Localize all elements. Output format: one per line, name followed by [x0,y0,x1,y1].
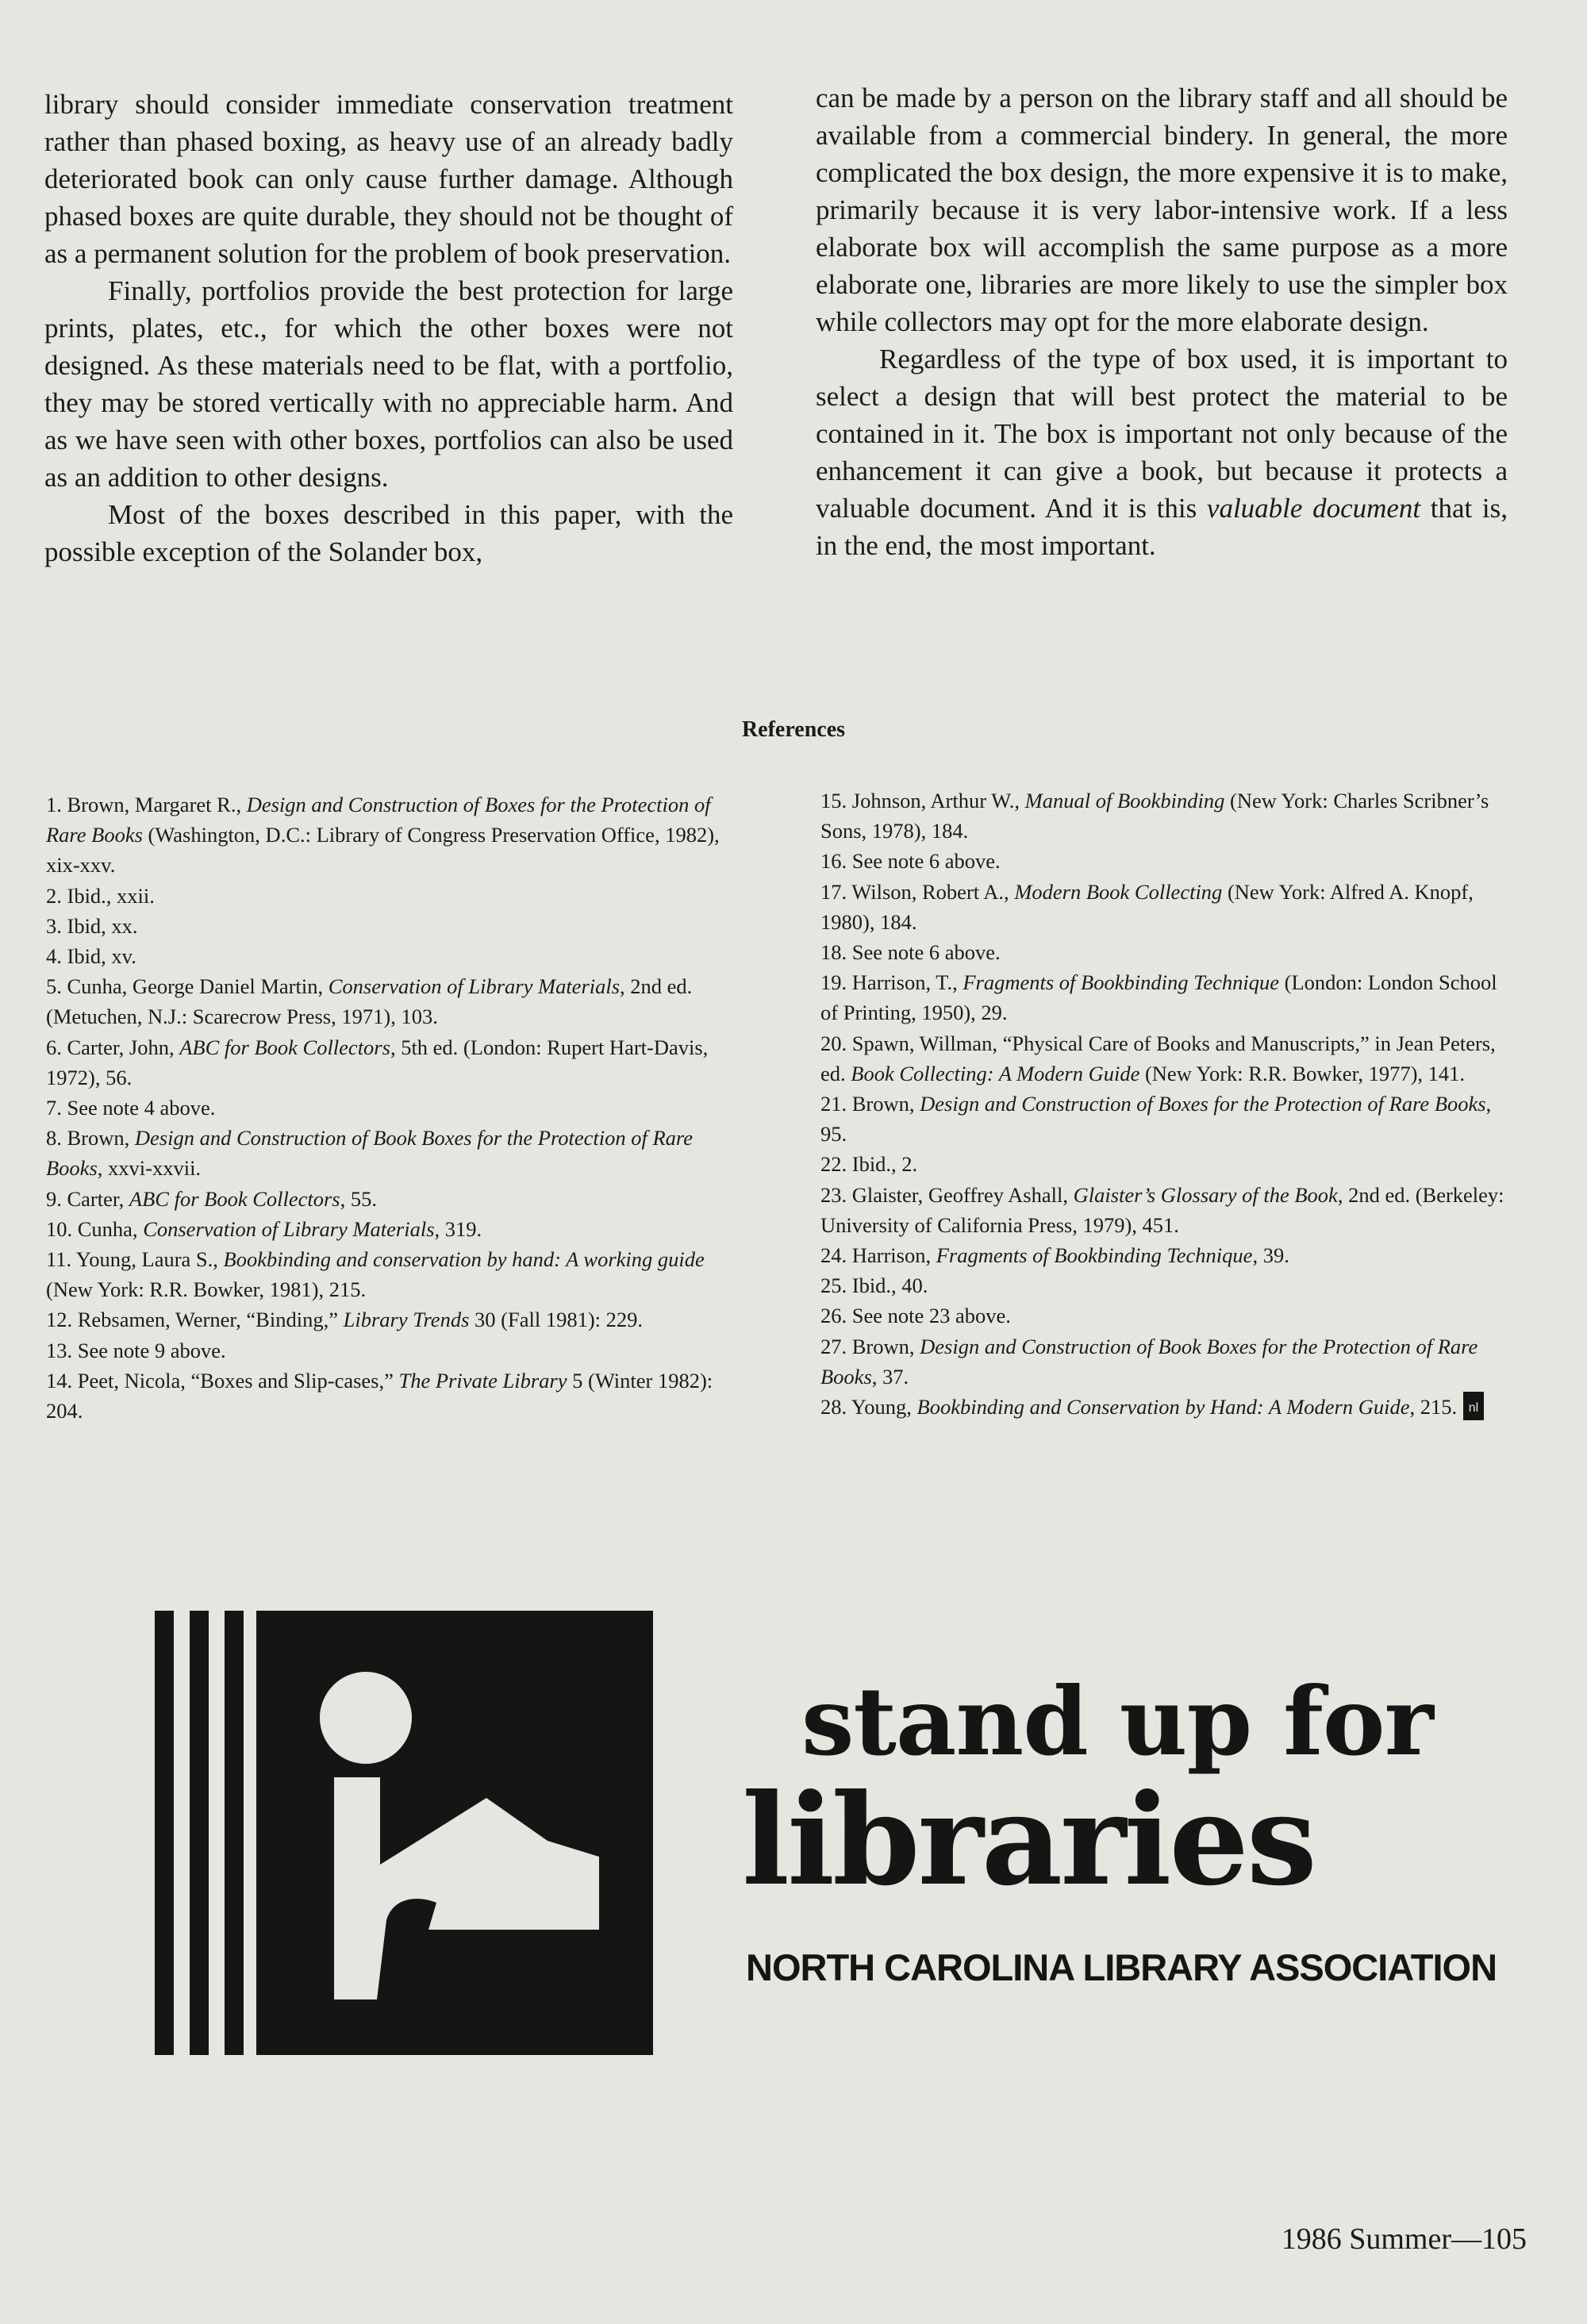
reference-item: 11. Young, Laura S., Bookbinding and conservation by hand: A working guide (New York: R.R. Bowker, 1981), 215. [46,1247,705,1302]
reference-title: Manual of Bookbinding [1024,789,1225,812]
reference-item: 6. Carter, John, ABC for Book Collectors, 5th ed. (London: Rupert Hart-Davis, 1972), 56. [46,1035,709,1089]
reference-title: Bookbinding and conservation by hand: A working guide [223,1247,705,1272]
slogan-line-1: stand up for [801,1666,1433,1777]
reference-title: Conservation of Library Materials [143,1216,435,1241]
emphasis-text: valuable document [1206,493,1421,524]
reference-item: 9. Carter, ABC for Book Collectors, 55. [46,1186,377,1211]
reference-item: 16. See note 6 above. [820,849,1001,874]
association-name: NORTH CAROLINA LIBRARY ASSOCIATION [746,1946,1497,1988]
references-heading: References [741,717,846,742]
article-column-left [44,86,733,570]
reference-item: 25. Ibid., 40. [820,1273,928,1298]
paragraph: can be made by a person on the library staff and all should be available from a commercial bindery. In general, the more complicated the box design, the more expensive it is to make, primarily because it is very labor-intensive work. If a less elaborate box will accomplish the same purpose as a more elaborate one, libraries are more likely to use the simpler box while collectors may opt for the more elaborate design. [816,83,1508,337]
logo-bar-1 [155,1611,174,2055]
paragraph: Most of the boxes described in this paper, with the possible exception of the Solander box, [44,499,733,567]
reference-item: 3. Ibid, xx. [46,913,138,938]
closing-paragraph: Regardless of the type of box used, it is important to select a design that will best protect the material to be contained in it. The box is important not only because of the enhancement it can give a book, but because it protects a valuable document. And it is this valuable document that is, in the end, the most important. [816,344,1508,561]
reference-item: 8. Brown, Design and Construction of Book Boxes for the Protection of Rare Books, xxvi-xxvii. [46,1126,694,1181]
article-column-right [816,79,1508,564]
reference-item: 24. Harrison, Fragments of Bookbinding Technique, 39. [820,1243,1289,1268]
reference-title: Conservation of Library Materials [328,974,621,999]
reference-item: 22. Ibid., 2. [820,1152,918,1177]
reference-title: Design and Construction of Boxes for the Protection of Rare Books [46,793,711,847]
reference-item: 17. Wilson, Robert A., Modern Book Collecting (New York: Alfred A. Knopf, 1980), 184. [820,879,1474,934]
reference-item: 4. Ibid, xv. [46,944,136,969]
paragraph: Finally, portfolios provide the best protection for large prints, plates, etc., for which the other boxes were not designed. As these materials need to be flat, with a portfolio, they may be stored vertically with no appreciable harm. And as we have seen with other boxes, portfolios can also be used as an addition to other designs. [44,275,733,493]
reference-item: 7. See note 4 above. [46,1096,216,1120]
reference-title: Design and Construction of Book Boxes for the Protection of Rare Books [820,1334,1478,1389]
reference-title: Library Trends [343,1308,470,1332]
reference-title: Bookbinding and Conservation by Hand: A Modern Guide [916,1395,1410,1419]
paragraph: library should consider immediate conservation treatment rather than phased boxing, as heavy use of an already badly deteriorated book can only cause further damage. Although phased boxes are quite durable, they should not be thought of as a permanent solution for the problem of book preservation. [44,89,733,269]
reference-item: 21. Brown, Design and Construction of Boxes for the Protection of Rare Books, 95. [820,1092,1492,1147]
logo-bar-2 [190,1611,209,2055]
reference-title: The Private Library [398,1368,567,1392]
reference-title: ABC for Book Collectors [179,1035,390,1059]
end-mark-icon [1463,1392,1484,1420]
reference-title: Book Collecting: A Modern Guide [851,1061,1140,1085]
reference-item: 2. Ibid., xxii. [46,883,155,908]
reference-title: Glaister’s Glossary of the Book [1073,1182,1338,1207]
reference-item: 1. Brown, Margaret R., Design and Construction of Boxes for the Protection of Rare Books (Washington, D.C.: Library of Congress Preservation Office, 1982), xix-xxv. [46,793,720,878]
references-list-left [46,789,741,1426]
reference-item: 10. Cunha, Conservation of Library Materials, 319. [46,1216,482,1241]
reference-item: 13. See note 9 above. [46,1338,226,1362]
library-logo [155,1603,663,2055]
reference-item: 20. Spawn, Willman, “Physical Care of Books and Manuscripts,” in Jean Peters, ed. Book Collecting: A Modern Guide (New York: R.R. Bowker, 1977), 141. [820,1031,1496,1085]
svg-text:nl: nl [1468,1401,1479,1416]
reference-title: Fragments of Bookbinding Technique [936,1243,1253,1268]
page-folio: 1986 Summer—105 [1281,2222,1527,2256]
reference-title: Modern Book Collecting [1014,879,1223,904]
reference-title: Design and Construction of Boxes for the Protection of Rare Books [920,1092,1486,1116]
reference-item: 27. Brown, Design and Construction of Book Boxes for the Protection of Rare Books, 37. [820,1334,1478,1389]
reference-title: Fragments of Bookbinding Technique [963,970,1280,995]
reference-item: 5. Cunha, George Daniel Martin, Conservation of Library Materials, 2nd ed. (Metuchen, N.J.: Scarecrow Press, 1971), 103. [46,974,693,1029]
reference-item: 18. See note 6 above. [820,940,1001,965]
reference-item: 28. Young, Bookbinding and Conservation by Hand: A Modern Guide, 215. nl [820,1392,1519,1422]
references-list-right [820,786,1519,1422]
reference-item: 12. Rebsamen, Werner, “Binding,” Library Trends 30 (Fall 1981): 229. [46,1308,644,1332]
logo-head [320,1672,412,1764]
reference-title: Design and Construction of Book Boxes for the Protection of Rare Books [46,1126,694,1181]
reference-item: 26. See note 23 above. [820,1304,1011,1328]
reference-title: ABC for Book Collectors [129,1186,340,1211]
reference-item: 19. Harrison, T., Fragments of Bookbinding Technique (London: London School of Printing, 1950), 29. [820,970,1497,1025]
slogan-line-2: libraries [742,1767,1315,1914]
reference-item: 15. Johnson, Arthur W., Manual of Bookbinding (New York: Charles Scribner’s Sons, 1978), 184. [820,789,1489,843]
reference-item: 23. Glaister, Geoffrey Ashall, Glaister’s Glossary of the Book, 2nd ed. (Berkeley: University of California Press, 1979), 451. [820,1182,1504,1237]
reference-item: 14. Peet, Nicola, “Boxes and Slip-cases,” The Private Library 5 (Winter 1982): 204. [46,1368,713,1423]
logo-bar-3 [225,1611,244,2055]
